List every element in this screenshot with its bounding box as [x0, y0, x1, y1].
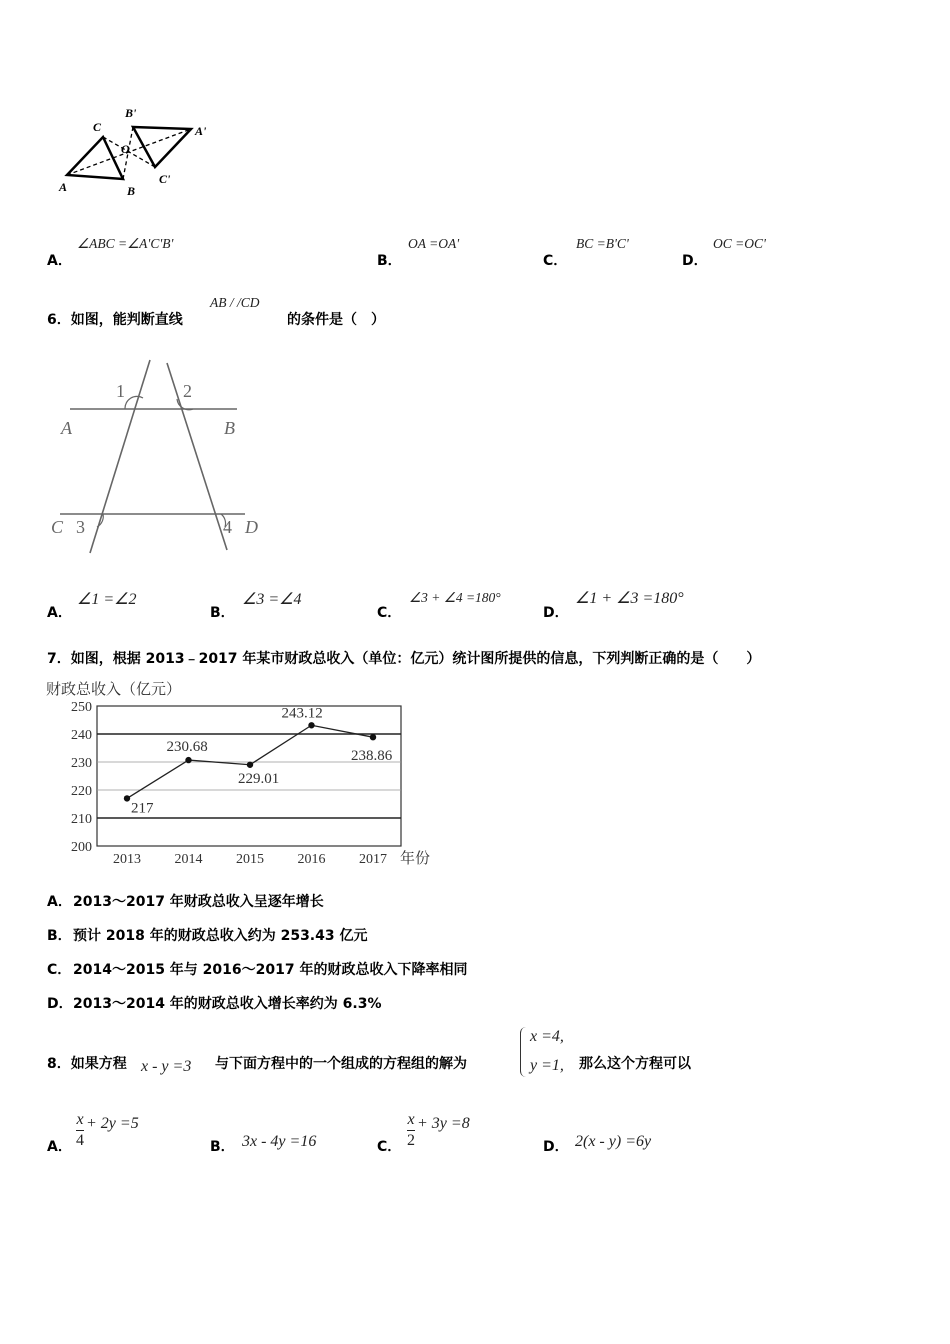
- q6-option-b-expr: ∠3 =∠4: [242, 591, 302, 608]
- q8-suffix: 那么这个方程可以: [579, 1056, 691, 1072]
- q5-label-b: B: [127, 184, 136, 198]
- q8-option-c-den: 2: [407, 1132, 415, 1149]
- x-tick-label: 2015: [236, 852, 264, 867]
- y-tick-label: 200: [71, 840, 92, 855]
- q6-option-c-letter: C．: [377, 605, 402, 621]
- q5-figure: [55, 95, 225, 200]
- q7-option-c-letter: C．: [47, 962, 72, 978]
- q6-option-a-expr: ∠1 =∠2: [77, 591, 137, 608]
- q7-option-d-text: 2013～2014 年的财政总收入增长率约为 6.3%: [73, 996, 382, 1012]
- q8-option-a-fraction: [76, 1112, 84, 1149]
- q6-label-2: 2: [183, 381, 192, 401]
- q8-option-c-letter: C．: [377, 1139, 402, 1155]
- q6-label-1: 1: [116, 381, 125, 401]
- chart-xlabel: 年份: [400, 851, 431, 867]
- q6-label-d: D: [245, 517, 258, 537]
- q5-option-c-expr: BC =B'C': [576, 236, 629, 251]
- y-tick-label: 220: [71, 784, 92, 799]
- q8-option-a-num: x: [76, 1111, 84, 1128]
- y-tick-label: 250: [71, 700, 92, 715]
- q6-label-a: A: [61, 418, 72, 438]
- q5-option-d-expr: OC =OC': [713, 236, 766, 251]
- x-tick-label: 2014: [174, 852, 203, 867]
- data-label: 238.86: [351, 748, 393, 765]
- q8-option-a-rest: + 2y =5: [86, 1114, 139, 1132]
- data-point: [247, 762, 253, 768]
- q8-option-b-letter: B．: [210, 1139, 235, 1155]
- q6-option-b-letter: B．: [210, 605, 235, 621]
- q6-label-4: 4: [223, 517, 232, 537]
- q5-label-a1: A': [195, 124, 207, 138]
- q8-system-brace: [520, 1027, 529, 1077]
- q5-label-a: A: [59, 180, 68, 194]
- q8-middle: 与下面方程中的一个组成的方程组的解为: [215, 1056, 467, 1072]
- fraction-bar: [407, 1130, 415, 1131]
- q5-label-c: C: [93, 120, 102, 134]
- q8-system-line2: y =1,: [530, 1057, 564, 1074]
- q5-label-c1: C': [159, 172, 171, 186]
- q5-option-a-letter: A．: [47, 253, 72, 269]
- q8-option-a-den: 4: [76, 1132, 84, 1149]
- q6-option-c-expr: ∠3 + ∠4 =180°: [409, 590, 501, 605]
- q7-option-b-letter: B．: [47, 928, 72, 944]
- q5-option-b-letter: B．: [377, 253, 402, 269]
- q6-figure: [45, 355, 275, 560]
- q5-option-b-expr: OA =OA': [408, 236, 460, 251]
- q8-option-c-fraction: [407, 1112, 415, 1149]
- q8-option-c-expr: [407, 1112, 470, 1149]
- q8-prefix: 8．如果方程: [47, 1056, 127, 1072]
- y-tick-label: 240: [71, 728, 92, 743]
- q8-equation: x - y =3: [141, 1058, 192, 1075]
- y-tick-label: 210: [71, 812, 92, 827]
- q7-question: 7．如图，根据 2013﹣2017 年某市财政总收入（单位：亿元）统计图所提供的信息，下列判断正确的是（ ）: [47, 651, 761, 667]
- data-point: [185, 757, 191, 763]
- q6-option-a-letter: A．: [47, 605, 72, 621]
- q5-option-c-letter: C．: [543, 253, 568, 269]
- data-point: [370, 734, 376, 740]
- q7-option-a-letter: A．: [47, 894, 72, 910]
- q5-label-o: O: [121, 142, 130, 156]
- q6-suffix: 的条件是（ ）: [287, 312, 385, 328]
- q8-option-d-expr: 2(x - y) =6y: [575, 1133, 652, 1150]
- q6-label-b: B: [224, 418, 235, 438]
- q5-option-d-letter: D．: [682, 253, 708, 269]
- fraction-bar: [76, 1130, 84, 1131]
- chart-ylabel: 财政总收入（亿元）: [46, 682, 182, 698]
- q6-label-3: 3: [76, 517, 85, 537]
- q7-option-a-text: 2013～2017 年财政总收入呈逐年增长: [73, 894, 324, 910]
- q7-option-b-text: 预计 2018 年的财政总收入约为 253.43 亿元: [73, 928, 368, 944]
- data-label: 229.01: [238, 770, 280, 787]
- q8-option-a-letter: A．: [47, 1139, 72, 1155]
- q5-label-b1: B': [125, 106, 137, 120]
- transversal-right: [167, 363, 227, 550]
- q6-option-d-expr: ∠1 + ∠3 =180°: [575, 590, 684, 607]
- data-point: [308, 722, 314, 728]
- x-tick-label: 2017: [359, 852, 387, 867]
- data-point: [124, 795, 130, 801]
- q8-option-b-expr: 3x - 4y =16: [242, 1133, 317, 1150]
- q8-system-line1: x =4,: [530, 1028, 564, 1045]
- q8-option-c-num: x: [407, 1111, 415, 1128]
- q7-option-c-text: 2014～2015 年与 2016～2017 年的财政总收入下降率相同: [73, 962, 468, 978]
- q7-line-chart: [40, 676, 450, 872]
- q8-option-a-expr: [76, 1112, 139, 1149]
- q6-expr: AB / /CD: [210, 295, 260, 310]
- q5-option-a-expr: ∠ABC =∠A'C'B': [77, 236, 174, 251]
- x-tick-label: 2016: [297, 852, 326, 867]
- q8-option-c-rest: + 3y =8: [417, 1114, 470, 1132]
- y-tick-label: 230: [71, 756, 92, 771]
- x-tick-label: 2013: [113, 852, 141, 867]
- angle-arc-1: [125, 396, 143, 409]
- q7-option-d-letter: D．: [47, 996, 73, 1012]
- q6-label-c: C: [51, 517, 64, 537]
- data-label: 230.68: [166, 739, 208, 756]
- q6-prefix: 6．如图，能判断直线: [47, 312, 183, 328]
- data-label: 243.12: [281, 705, 323, 722]
- data-label: 217: [131, 800, 154, 817]
- q8-option-d-letter: D．: [543, 1139, 569, 1155]
- q6-option-d-letter: D．: [543, 605, 569, 621]
